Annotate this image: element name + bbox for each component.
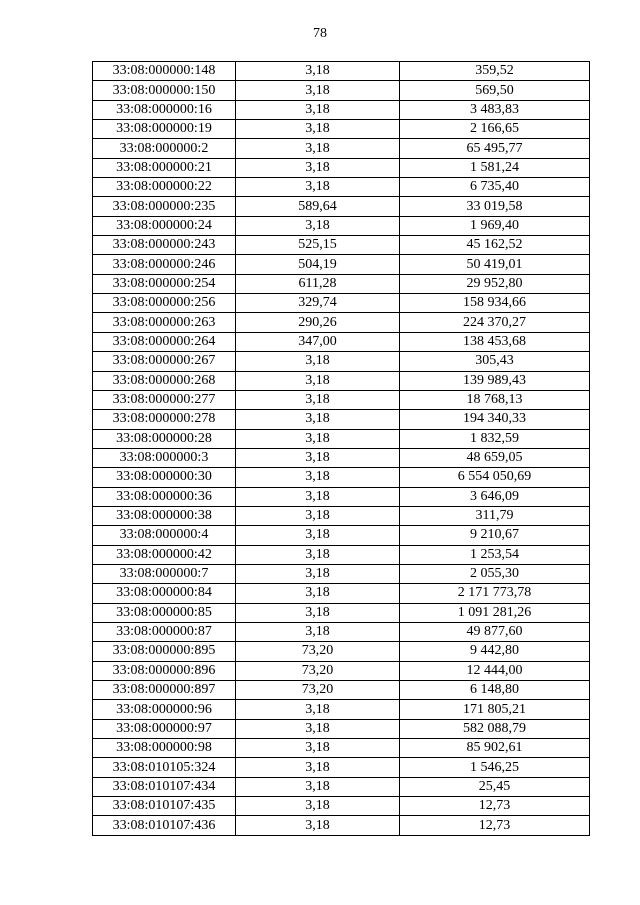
- amount-cell: 33 019,58: [400, 197, 590, 216]
- cadastral-number-cell: 33:08:000000:243: [93, 236, 236, 255]
- cadastral-number-cell: 33:08:000000:897: [93, 681, 236, 700]
- rate-cell: 3,18: [236, 622, 400, 641]
- table-row: [93, 622, 590, 641]
- rate-cell: 3,18: [236, 352, 400, 371]
- cadastral-number-cell: 33:08:000000:235: [93, 197, 236, 216]
- cadastral-number-cell: 33:08:000000:896: [93, 661, 236, 680]
- amount-cell: 6 554 050,69: [400, 468, 590, 487]
- amount-cell: 582 088,79: [400, 719, 590, 738]
- cadastral-number-cell: 33:08:000000:38: [93, 506, 236, 525]
- table-row: [93, 448, 590, 467]
- amount-cell: 171 805,21: [400, 700, 590, 719]
- rate-cell: 3,18: [236, 506, 400, 525]
- table-row: [93, 603, 590, 622]
- cadastral-number-cell: 33:08:000000:148: [93, 62, 236, 81]
- cadastral-number-cell: 33:08:000000:246: [93, 255, 236, 274]
- cadastral-number-cell: 33:08:000000:268: [93, 371, 236, 390]
- table-row: [93, 197, 590, 216]
- amount-cell: 49 877,60: [400, 622, 590, 641]
- rate-cell: 3,18: [236, 81, 400, 100]
- cadastral-number-cell: 33:08:000000:277: [93, 390, 236, 409]
- amount-cell: 48 659,05: [400, 448, 590, 467]
- amount-cell: 45 162,52: [400, 236, 590, 255]
- table-row: [93, 700, 590, 719]
- rate-cell: 3,18: [236, 603, 400, 622]
- rate-cell: 3,18: [236, 777, 400, 796]
- rate-cell: 73,20: [236, 642, 400, 661]
- table-row: [93, 506, 590, 525]
- cadastral-number-cell: 33:08:000000:150: [93, 81, 236, 100]
- table-row: [93, 564, 590, 583]
- rate-cell: 3,18: [236, 468, 400, 487]
- rate-cell: 73,20: [236, 661, 400, 680]
- rate-cell: 3,18: [236, 216, 400, 235]
- amount-cell: 569,50: [400, 81, 590, 100]
- table-row: [93, 487, 590, 506]
- rate-cell: 3,18: [236, 139, 400, 158]
- rate-cell: 3,18: [236, 797, 400, 816]
- table-row: [93, 661, 590, 680]
- table-row: [93, 332, 590, 351]
- rate-cell: 589,64: [236, 197, 400, 216]
- cadastral-number-cell: 33:08:000000:4: [93, 526, 236, 545]
- amount-cell: 9 210,67: [400, 526, 590, 545]
- cadastral-number-cell: 33:08:010107:434: [93, 777, 236, 796]
- cadastral-number-cell: 33:08:000000:256: [93, 294, 236, 313]
- cadastral-number-cell: 33:08:000000:42: [93, 545, 236, 564]
- rate-cell: 3,18: [236, 816, 400, 835]
- table-row: [93, 139, 590, 158]
- amount-cell: 3 483,83: [400, 100, 590, 119]
- table-row: [93, 468, 590, 487]
- amount-cell: 1 091 281,26: [400, 603, 590, 622]
- rate-cell: 3,18: [236, 526, 400, 545]
- amount-cell: 9 442,80: [400, 642, 590, 661]
- rate-cell: 3,18: [236, 719, 400, 738]
- cadastral-number-cell: 33:08:000000:278: [93, 410, 236, 429]
- table-row: [93, 797, 590, 816]
- cadastral-number-cell: 33:08:000000:263: [93, 313, 236, 332]
- rate-cell: 3,18: [236, 390, 400, 409]
- table-row: [93, 274, 590, 293]
- rate-cell: 3,18: [236, 545, 400, 564]
- rate-cell: 3,18: [236, 158, 400, 177]
- table-row: [93, 681, 590, 700]
- amount-cell: 6 148,80: [400, 681, 590, 700]
- cadastral-number-cell: 33:08:000000:2: [93, 139, 236, 158]
- rate-cell: 3,18: [236, 487, 400, 506]
- rate-cell: 3,18: [236, 120, 400, 139]
- rate-cell: 3,18: [236, 62, 400, 81]
- cadastral-number-cell: 33:08:000000:895: [93, 642, 236, 661]
- rate-cell: 3,18: [236, 410, 400, 429]
- table-row: [93, 526, 590, 545]
- table-row: [93, 777, 590, 796]
- rate-cell: 329,74: [236, 294, 400, 313]
- amount-cell: 12 444,00: [400, 661, 590, 680]
- cadastral-number-cell: 33:08:000000:96: [93, 700, 236, 719]
- amount-cell: 6 735,40: [400, 178, 590, 197]
- amount-cell: 194 340,33: [400, 410, 590, 429]
- cadastral-number-cell: 33:08:000000:98: [93, 739, 236, 758]
- rate-cell: 3,18: [236, 371, 400, 390]
- table-row: [93, 758, 590, 777]
- table-body: [93, 62, 590, 836]
- table-row: [93, 216, 590, 235]
- rate-cell: 3,18: [236, 429, 400, 448]
- cadastral-number-cell: 33:08:000000:254: [93, 274, 236, 293]
- amount-cell: 138 453,68: [400, 332, 590, 351]
- cadastral-number-cell: 33:08:000000:16: [93, 100, 236, 119]
- cadastral-number-cell: 33:08:000000:19: [93, 120, 236, 139]
- table-row: [93, 255, 590, 274]
- table-row: [93, 390, 590, 409]
- cadastral-number-cell: 33:08:000000:87: [93, 622, 236, 641]
- rate-cell: 3,18: [236, 564, 400, 583]
- rate-cell: 290,26: [236, 313, 400, 332]
- table-row: [93, 816, 590, 835]
- amount-cell: 2 055,30: [400, 564, 590, 583]
- amount-cell: 29 952,80: [400, 274, 590, 293]
- table-row: [93, 429, 590, 448]
- amount-cell: 65 495,77: [400, 139, 590, 158]
- amount-cell: 12,73: [400, 797, 590, 816]
- table-row: [93, 62, 590, 81]
- table-row: [93, 371, 590, 390]
- rate-cell: 347,00: [236, 332, 400, 351]
- table-row: [93, 294, 590, 313]
- cadastral-number-cell: 33:08:000000:28: [93, 429, 236, 448]
- cadastral-number-cell: 33:08:000000:21: [93, 158, 236, 177]
- rate-cell: 611,28: [236, 274, 400, 293]
- amount-cell: 158 934,66: [400, 294, 590, 313]
- cadastral-number-cell: 33:08:000000:36: [93, 487, 236, 506]
- amount-cell: 359,52: [400, 62, 590, 81]
- table-row: [93, 739, 590, 758]
- table-row: [93, 178, 590, 197]
- cadastral-number-cell: 33:08:000000:84: [93, 584, 236, 603]
- amount-cell: 3 646,09: [400, 487, 590, 506]
- cadastral-number-cell: 33:08:000000:264: [93, 332, 236, 351]
- cadastral-number-cell: 33:08:000000:22: [93, 178, 236, 197]
- amount-cell: 1 546,25: [400, 758, 590, 777]
- amount-cell: 311,79: [400, 506, 590, 525]
- rate-cell: 525,15: [236, 236, 400, 255]
- data-table: [92, 61, 590, 836]
- rate-cell: 3,18: [236, 448, 400, 467]
- table-row: [93, 100, 590, 119]
- amount-cell: 2 166,65: [400, 120, 590, 139]
- cadastral-number-cell: 33:08:000000:97: [93, 719, 236, 738]
- table-row: [93, 584, 590, 603]
- cadastral-number-cell: 33:08:010105:324: [93, 758, 236, 777]
- cadastral-number-cell: 33:08:000000:7: [93, 564, 236, 583]
- amount-cell: 12,73: [400, 816, 590, 835]
- amount-cell: 1 253,54: [400, 545, 590, 564]
- amount-cell: 224 370,27: [400, 313, 590, 332]
- cadastral-number-cell: 33:08:000000:30: [93, 468, 236, 487]
- table-row: [93, 719, 590, 738]
- cadastral-number-cell: 33:08:010107:436: [93, 816, 236, 835]
- amount-cell: 50 419,01: [400, 255, 590, 274]
- rate-cell: 504,19: [236, 255, 400, 274]
- amount-cell: 2 171 773,78: [400, 584, 590, 603]
- amount-cell: 18 768,13: [400, 390, 590, 409]
- cadastral-number-cell: 33:08:000000:267: [93, 352, 236, 371]
- rate-cell: 73,20: [236, 681, 400, 700]
- amount-cell: 139 989,43: [400, 371, 590, 390]
- cadastral-number-cell: 33:08:000000:24: [93, 216, 236, 235]
- amount-cell: 1 832,59: [400, 429, 590, 448]
- rate-cell: 3,18: [236, 758, 400, 777]
- table-row: [93, 120, 590, 139]
- cadastral-number-cell: 33:08:010107:435: [93, 797, 236, 816]
- page-number: 78: [313, 26, 327, 41]
- table-row: [93, 545, 590, 564]
- table-row: [93, 236, 590, 255]
- amount-cell: 1 969,40: [400, 216, 590, 235]
- amount-cell: 1 581,24: [400, 158, 590, 177]
- amount-cell: 305,43: [400, 352, 590, 371]
- table-row: [93, 642, 590, 661]
- rate-cell: 3,18: [236, 700, 400, 719]
- table-row: [93, 81, 590, 100]
- amount-cell: 25,45: [400, 777, 590, 796]
- cadastral-number-cell: 33:08:000000:85: [93, 603, 236, 622]
- rate-cell: 3,18: [236, 178, 400, 197]
- rate-cell: 3,18: [236, 100, 400, 119]
- amount-cell: 85 902,61: [400, 739, 590, 758]
- table-row: [93, 158, 590, 177]
- table-row: [93, 313, 590, 332]
- rate-cell: 3,18: [236, 739, 400, 758]
- table-row: [93, 410, 590, 429]
- cadastral-number-cell: 33:08:000000:3: [93, 448, 236, 467]
- table-row: [93, 352, 590, 371]
- rate-cell: 3,18: [236, 584, 400, 603]
